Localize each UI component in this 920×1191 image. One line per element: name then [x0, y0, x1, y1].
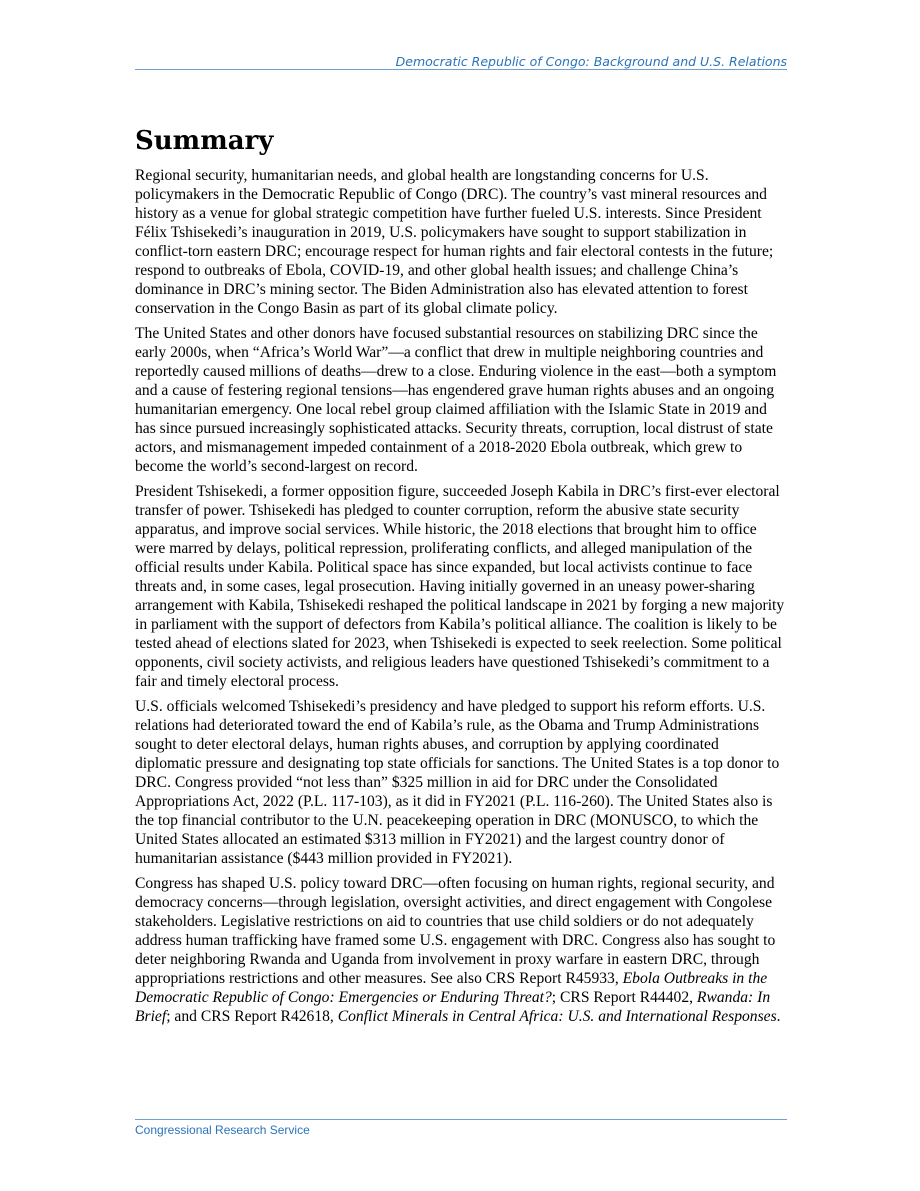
footer-label: Congressional Research Service [135, 1123, 310, 1137]
paragraph-2: The United States and other donors have focused substantial resources on stabilizing DRC since the early 2000s, when “Africa’s World War”—a conflict that drew in multiple neighboring countries and reportedly caused millions of deaths—drew to a close. Enduring violence in the east—both a symptom and a cause of festering regional tensions—has engendered grave human rights abuses and an ongoing humanitarian emergency. One local rebel group claimed affiliation with the Islamic State in 2019 and has since pursued increasingly sophisticated attacks. Security threats, corruption, local distrust of state actors, and mismanagement impeded containment of a 2018-2020 Ebola outbreak, which grew to become the world’s second-largest on record. [135, 325, 777, 475]
footer-divider [135, 1119, 787, 1120]
report-title-ebola: Ebola Outbreaks in the Democratic Republic of Congo: Emergencies or Enduring Threat? [135, 970, 768, 1006]
report-title-conflict-minerals: Conflict Minerals in Central Africa: U.S. and International Responses [337, 1008, 777, 1025]
running-header: Democratic Republic of Congo: Background and U.S. Relations [395, 54, 787, 69]
summary-body [135, 166, 787, 1032]
report-title-rwanda: Rwanda: In Brief [135, 989, 771, 1025]
paragraph-5 [135, 874, 787, 1026]
paragraph-5-text: Congress has shaped U.S. policy toward DRC—often focusing on human rights, regional security, and democracy concerns—through legislation, oversight activities, and direct engagement with Congolese stakeholders. Legislative restrictions on aid to countries that use child soldiers or do not adequately address human trafficking have framed some U.S. engagement with DRC. Congress also has sought to deter neighboring Rwanda and Uganda from involvement in proxy warfare in eastern DRC, through appropriations restrictions and other measures. See also CRS Report R45933, [135, 875, 776, 987]
header-divider [135, 69, 787, 70]
section-title: Summary [135, 126, 274, 156]
paragraph-5-end: . [776, 1008, 781, 1025]
paragraph-3: President Tshisekedi, a former opposition figure, succeeded Joseph Kabila in DRC’s first-ever electoral transfer of power. Tshisekedi has pledged to counter corruption, reform the abusive state security apparatus, and improve social services. While historic, the 2018 elections that brought him to office were marred by delays, political repression, proliferating conflicts, and alleged manipulation of the official results under Kabila. Political space has since expanded, but local activists continue to face threats and, in some cases, legal prosecution. Having initially governed in an uneasy power-sharing arrangement with Kabila, Tshisekedi reshaped the political landscape in 2021 by forging a new majority in parliament with the support of defectors from Kabila’s political alliance. The coalition is likely to be tested ahead of elections slated for 2023, when Tshisekedi is expected to seek reelection. Some political opponents, civil society activists, and religious leaders have questioned Tshisekedi’s commitment to a fair and timely electoral process. [135, 483, 785, 690]
paragraph-4: U.S. officials welcomed Tshisekedi’s presidency and have pledged to support his reform efforts. U.S. relations had deteriorated toward the end of Kabila’s rule, as the Obama and Trump Administrations sought to deter electoral delays, human rights abuses, and corruption by applying coordinated diplomatic pressure and designating top state officials for sanctions. The United States is a top donor to DRC. Congress provided “not less than” $325 million in aid for DRC under the Consolidated Appropriations Act, 2022 (P.L. 117-103), as it did in FY2021 (P.L. 116-260). The United States also is the top financial contributor to the U.N. peacekeeping operation in DRC (MONUSCO, to which the United States allocated an estimated $313 million in FY2021) and the largest country donor of humanitarian assistance ($443 million provided in FY2021). [135, 698, 780, 867]
separator-1: ; CRS Report R44402, [551, 989, 697, 1006]
paragraph-1: Regional security, humanitarian needs, and global health are longstanding concerns for U.S. policymakers in the Democratic Republic of Congo (DRC). The country’s vast mineral resources and history as a venue for global strategic competition have further fueled U.S. interests. Since President Félix Tshisekedi’s inauguration in 2019, U.S. policymakers have sought to support stabilization in conflict-torn eastern DRC; encourage respect for human rights and fair electoral contests in the future; respond to outbreaks of Ebola, COVID-19, and other global health issues; and challenge China’s dominance in DRC’s mining sector. The Biden Administration also has elevated attention to forest conservation in the Congo Basin as part of its global climate policy. [135, 167, 774, 317]
separator-2: ; and CRS Report R42618, [166, 1008, 338, 1025]
